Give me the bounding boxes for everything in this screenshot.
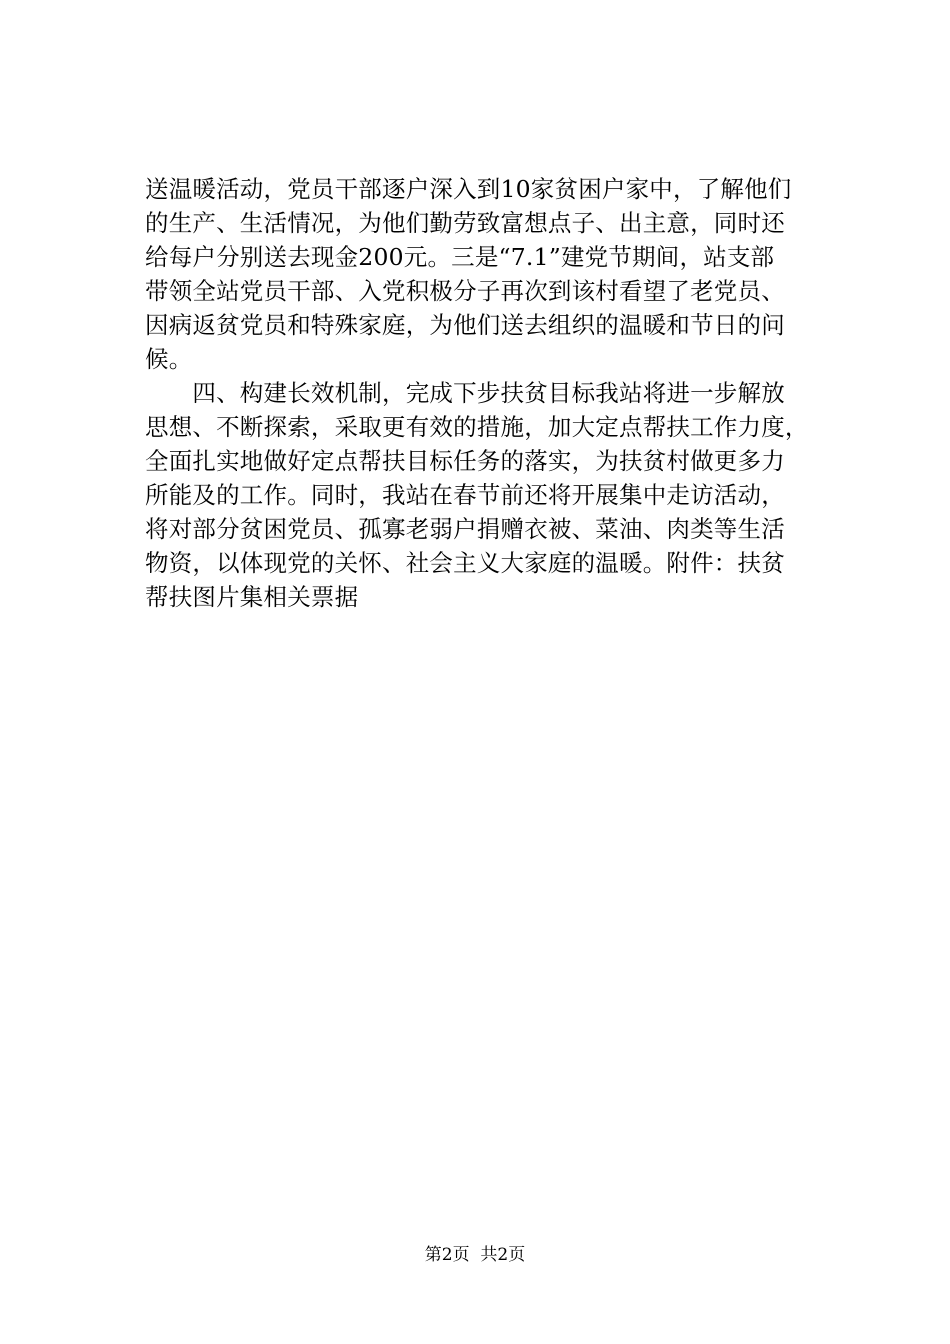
text-line: 帮扶图片集相关票据 <box>145 583 359 611</box>
text-line: 的生产、生活情况，为他们勤劳致富想点子、出主意，同时还 <box>145 209 785 237</box>
text-line: 带领全站党员干部、入党积极分子再次到该村看望了老党员、 <box>145 277 785 305</box>
text-line: 候。 <box>145 345 193 373</box>
text-line: 将对部分贫困党员、孤寡老弱户捐赠衣被、菜油、肉类等生活 <box>145 515 785 543</box>
text-line: 所能及的工作。同时，我站在春节前还将开展集中走访活动， <box>145 481 785 509</box>
text-line: 因病返贫党员和特殊家庭，为他们送去组织的温暖和节日的问 <box>145 311 785 339</box>
text-line: 物资，以体现党的关怀、社会主义大家庭的温暖。附件：扶贫 <box>145 549 785 577</box>
body-text <box>145 172 835 614</box>
text-line: 思想、不断探索，采取更有效的措施，加大定点帮扶工作力度， <box>145 413 809 441</box>
page-footer: 第2页 共2页 <box>424 1245 526 1265</box>
text-line: 全面扎实地做好定点帮扶目标任务的落实，为扶贫村做更多力 <box>145 447 785 475</box>
text-line: 给每户分别送去现金200元。三是“7.1”建党节期间，站支部 <box>145 243 775 271</box>
text-line: 送温暖活动，党员干部逐户深入到10家贫困户家中，了解他们 <box>145 175 792 203</box>
text-line: 四、构建长效机制，完成下步扶贫目标我站将进一步解放 <box>145 379 785 407</box>
